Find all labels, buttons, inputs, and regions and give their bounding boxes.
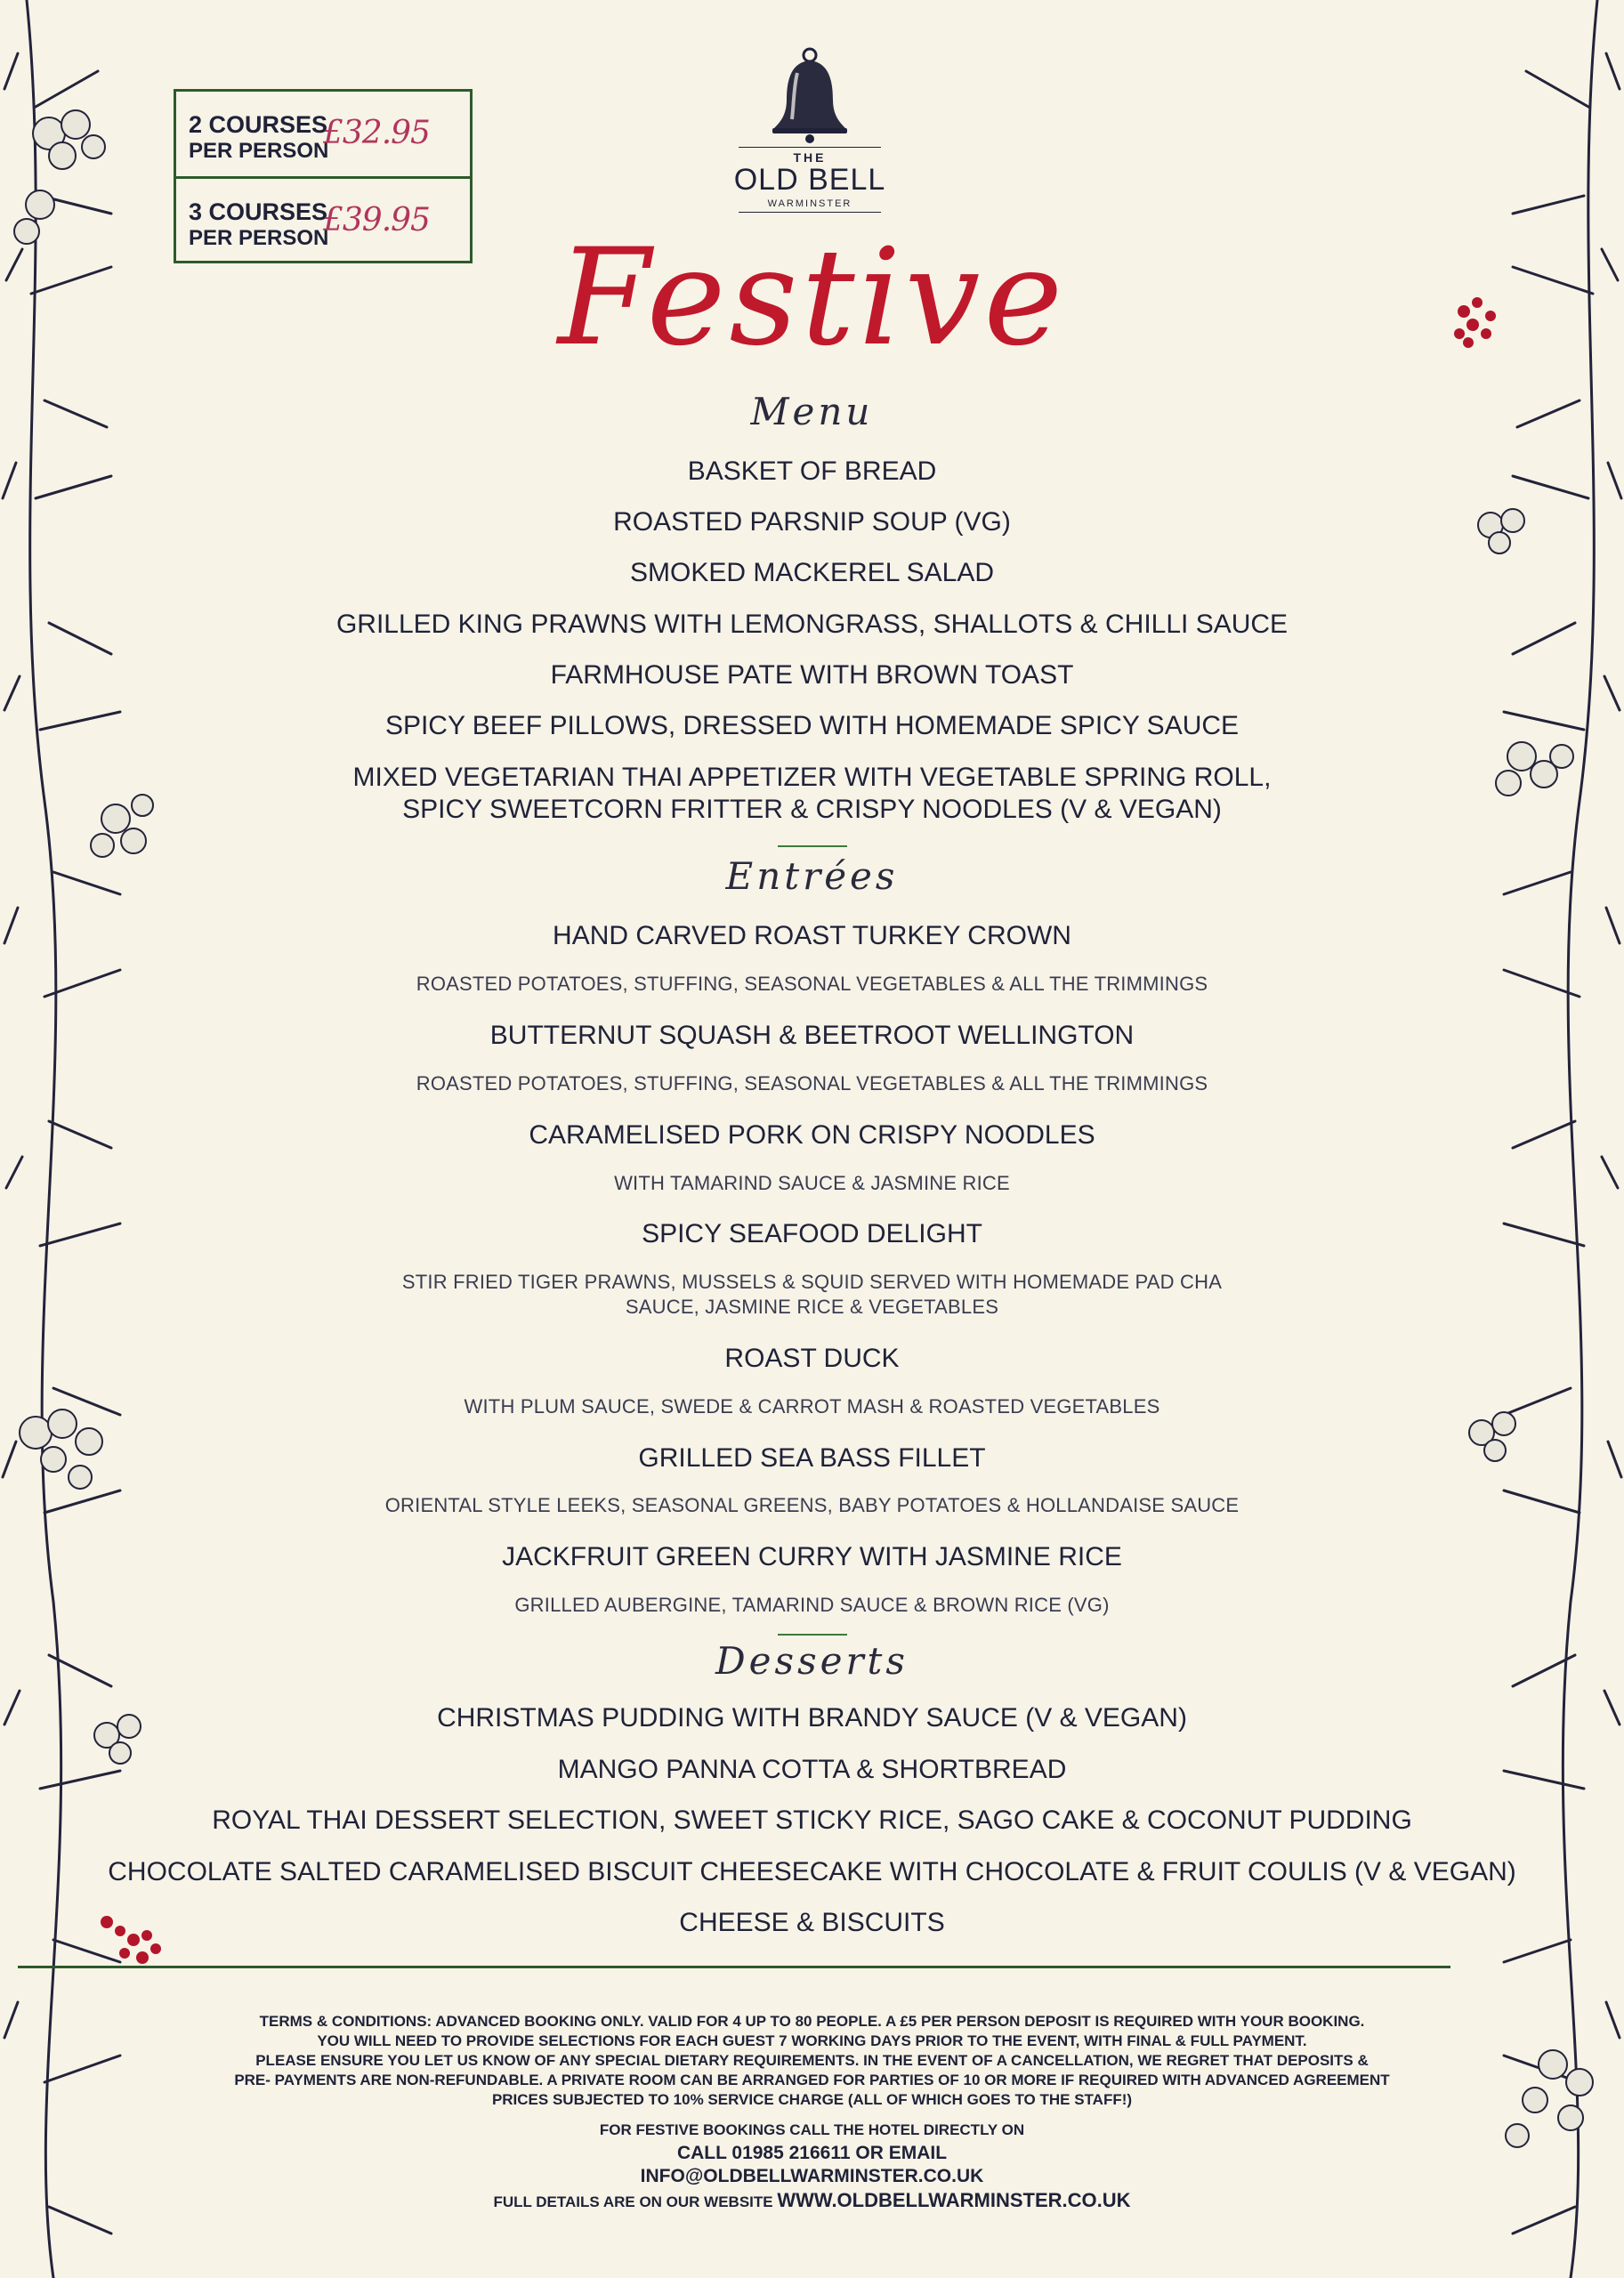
main-item-desc: ROASTED POTATOES, STUFFING, SEASONAL VEGETABLES & ALL THE TRIMMINGS [416,1072,1208,1095]
bell-icon [767,46,852,144]
logo-rule [739,212,881,213]
main-item: BUTTERNUT SQUASH & BEETROOT WELLINGTON [489,1021,1135,1050]
mains-heading: Entrées [725,854,899,898]
starters-heading: Menu [750,390,874,433]
price-value: £32.95 [323,115,430,151]
main-item-desc: WITH TAMARIND SAUCE & JASMINE RICE [614,1172,1010,1194]
desserts-heading: Desserts [715,1639,909,1683]
section-divider [778,1634,847,1636]
price-row-2-courses [176,92,470,176]
starter-item: SPICY SWEETCORN FRITTER & CRISPY NOODLES (V & VEGAN) [402,795,1222,824]
contact-website-line [0,2189,1624,2212]
starter-item: ROASTED PARSNIP SOUP (VG) [613,507,1011,537]
contact-phone: CALL 01985 216611 OR EMAIL [676,2143,948,2163]
starter-item: MIXED VEGETARIAN THAI APPETIZER WITH VEGETABLE SPRING ROLL, [352,763,1272,792]
old-bell-logo [730,46,890,224]
website-prefix: FULL DETAILS ARE ON OUR WEBSITE [493,2193,773,2210]
contact-intro: FOR FESTIVE BOOKINGS CALL THE HOTEL DIRECTLY ON [599,2121,1025,2138]
website-link[interactable]: WWW.OLDBELLWARMINSTER.CO.UK [777,2189,1131,2211]
starter-item: BASKET OF BREAD [687,456,937,486]
main-item: JACKFRUIT GREEN CURRY WITH JASMINE RICE [502,1542,1122,1571]
logo-place: WARMINSTER [767,198,852,209]
main-item: GRILLED SEA BASS FILLET [638,1443,986,1473]
dessert-item: MANGO PANNA COTTA & SHORTBREAD [557,1755,1067,1784]
terms-line: PRICES SUBJECTED TO 10% SERVICE CHARGE (ALL OF WHICH GOES TO THE STAFF!) [491,2091,1133,2108]
course-count: 2 COURSES [189,111,328,138]
festive-title: Festive [557,221,1067,376]
main-item: SPICY SEAFOOD DELIGHT [642,1219,982,1248]
main-item-desc: GRILLED AUBERGINE, TAMARIND SAUCE & BROWN RICE (VG) [514,1594,1110,1616]
logo-name: OLD BELL [733,163,886,197]
logo-the: THE [793,150,827,165]
main-item: HAND CARVED ROAST TURKEY CROWN [553,921,1071,950]
starter-item: SMOKED MACKEREL SALAD [630,558,994,587]
main-item: CARAMELISED PORK ON CRISPY NOODLES [529,1120,1095,1150]
course-count: 3 COURSES [189,198,328,225]
footer-rule [18,1966,1450,1968]
terms-line: YOU WILL NEED TO PROVIDE SELECTIONS FOR EACH GUEST 7 WORKING DAYS PRIOR TO THE EVENT, WITH FINAL & FULL PAYMENT. [317,2032,1307,2049]
price-value: £39.95 [323,202,430,238]
main-item-desc: ORIENTAL STYLE LEEKS, SEASONAL GREENS, BABY POTATOES & HOLLANDAISE SAUCE [384,1494,1240,1516]
section-divider [778,845,847,847]
dessert-item: CHEESE & BISCUITS [679,1908,945,1937]
dessert-item: ROYAL THAI DESSERT SELECTION, SWEET STICKY RICE, SAGO CAKE & COCONUT PUDDING [212,1805,1412,1835]
starter-item: FARMHOUSE PATE WITH BROWN TOAST [550,660,1074,690]
main-item-desc: SAUCE, JASMINE RICE & VEGETABLES [625,1296,999,1318]
dessert-item: CHRISTMAS PUDDING WITH BRANDY SAUCE (V & VEGAN) [437,1703,1187,1733]
terms-line: TERMS & CONDITIONS: ADVANCED BOOKING ONLY. VALID FOR 4 UP TO 80 PEOPLE. A £5 PER PERSON DEPOSIT IS REQUIRED WITH YOUR BOOKING. [259,2013,1365,2030]
main-item-desc: STIR FRIED TIGER PRAWNS, MUSSELS & SQUID SERVED WITH HOMEMADE PAD CHA [401,1271,1223,1293]
terms-line: PRE- PAYMENTS ARE NON-REFUNDABLE. A PRIVATE ROOM CAN BE ARRANGED FOR PARTIES OF 10 OR MORE IF REQUIRED WITH ADVANCED AGREEMENT [234,2072,1390,2088]
terms-line: PLEASE ENSURE YOU LET US KNOW OF ANY SPECIAL DIETARY REQUIREMENTS. IN THE EVENT OF A CANCELLATION, WE REGRET THAT DEPOSITS & [255,2052,1369,2069]
starter-item: GRILLED KING PRAWNS WITH LEMONGRASS, SHALLOTS & CHILLI SAUCE [335,610,1289,639]
main-item-desc: ROASTED POTATOES, STUFFING, SEASONAL VEGETABLES & ALL THE TRIMMINGS [416,973,1208,995]
main-item-desc: WITH PLUM SAUCE, SWEDE & CARROT MASH & ROASTED VEGETABLES [464,1395,1160,1418]
dessert-item: CHOCOLATE SALTED CARAMELISED BISCUIT CHEESECAKE WITH CHOCOLATE & FRUIT COULIS (V & VEGAN) [108,1857,1516,1886]
per-person-label: PER PERSON [189,226,329,250]
main-item: ROAST DUCK [724,1344,900,1373]
logo-rule [739,147,881,148]
contact-email[interactable]: INFO@OLDBELLWARMINSTER.CO.UK [640,2166,984,2186]
starter-item: SPICY BEEF PILLOWS, DRESSED WITH HOMEMADE SPICY SAUCE [384,711,1240,740]
per-person-label: PER PERSON [189,139,329,163]
